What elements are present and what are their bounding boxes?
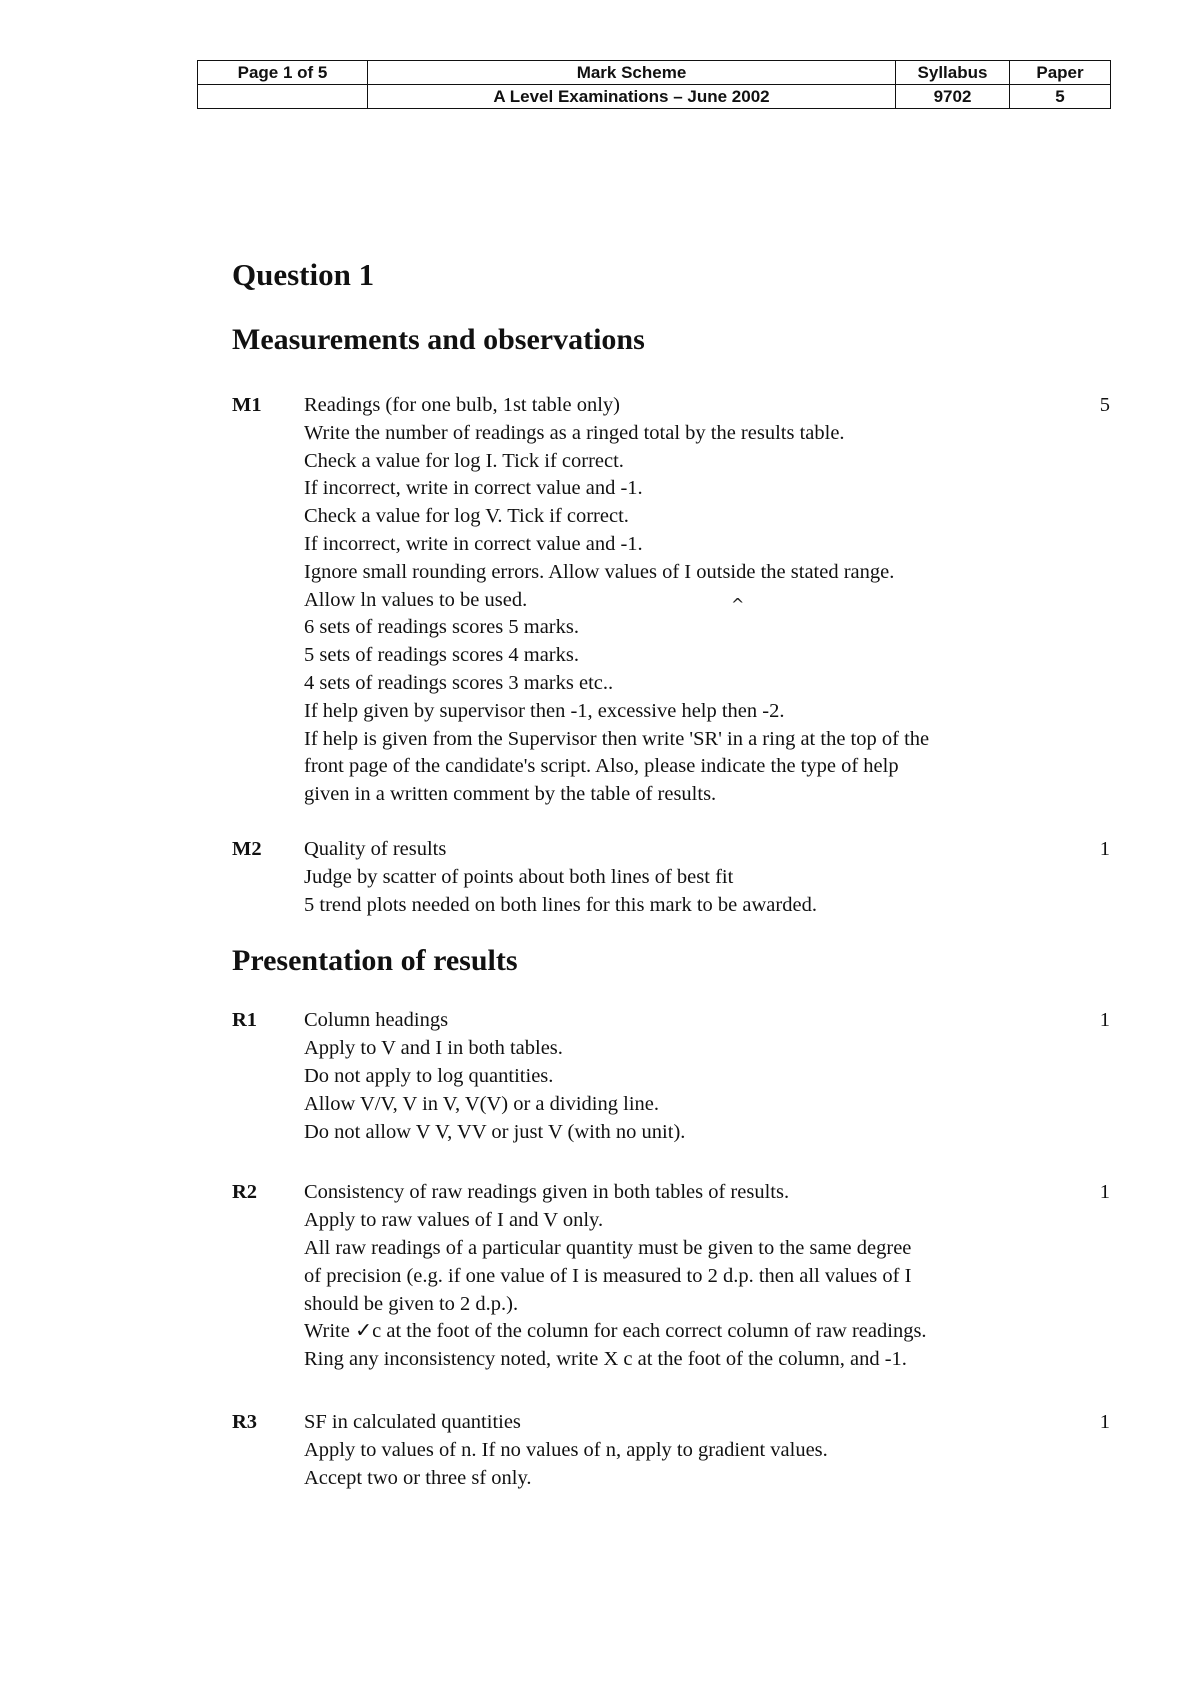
criterion-text [304,1007,1064,1146]
criterion-line: Allow ln values to be used. [304,588,528,611]
syllabus-label: Syllabus [896,61,1010,85]
criterion-line: SF in calculated quantities [304,1410,521,1433]
criterion-marks: 5 [1099,394,1110,416]
section-title-presentation: Presentation of results [232,944,518,978]
criterion-line: If incorrect, write in correct value and -1. [304,477,643,500]
criterion-line: Check a value for log V. Tick if correct. [304,505,629,528]
criterion-line: Do not apply to log quantities. [304,1064,554,1087]
criterion-line: 4 sets of readings scores 3 marks etc.. [304,671,614,694]
criterion-marks: 1 [1099,1009,1110,1032]
criterion-line: Write the number of readings as a ringed total by the results table. [304,421,845,444]
criterion-line: Do not allow V V, VV or just V (with no unit). [304,1120,686,1143]
page-number: Page 1 of 5 [198,61,368,85]
criterion-line: given in a written comment by the table of results. [304,783,717,806]
criterion-line: should be given to 2 d.p.). [304,1292,519,1315]
criterion-text [304,836,1064,919]
criterion-line: Check a value for log I. Tick if correct. [304,449,624,472]
criterion-line: If help is given from the Supervisor then write 'SR' in a ring at the top of the [304,727,930,750]
criterion-text [304,392,1064,809]
criterion-line: of precision (e.g. if one value of I is measured to 2 d.p. then all values of I [304,1264,912,1287]
criterion-code: R2 [232,1181,258,1204]
tick-mark-icon: ^ [731,595,745,614]
paper-number: 5 [1010,85,1111,109]
criterion-line: 6 sets of readings scores 5 marks. [304,616,579,639]
criterion-line: Ring any inconsistency noted, write X c at the foot of the column, and -1. [304,1348,907,1371]
criterion-line: If help given by supervisor then -1, excessive help then -2. [304,699,785,722]
document-title: Mark Scheme [368,61,896,85]
criterion-m2 [232,836,1112,919]
criterion-line: All raw readings of a particular quantity must be given to the same degree [304,1236,912,1259]
criterion-r2 [232,1179,1112,1374]
criterion-line: Readings (for one bulb, 1st table only) [304,394,620,416]
section-title-measurements: Measurements and observations [232,323,645,356]
criterion-line: Apply to raw values of I and V only. [304,1209,604,1232]
criterion-line: 5 sets of readings scores 4 marks. [304,644,579,667]
criterion-line: front page of the candidate's script. Also, please indicate the type of help [304,755,899,778]
criterion-marks: 1 [1099,1410,1110,1433]
criterion-text [304,1409,1064,1492]
criterion-r3 [232,1409,1112,1492]
header-empty-cell [198,85,368,109]
criterion-code: R1 [232,1009,258,1032]
mark-scheme-body [232,255,1112,1492]
criterion-line: Column headings [304,1009,449,1032]
criterion-line: Ignore small rounding errors. Allow values of I outside the stated range. [304,560,895,583]
criterion-line: 5 trend plots needed on both lines for this mark to be awarded. [304,893,817,916]
criterion-code: R3 [232,1410,258,1433]
criterion-line: Apply to values of n. If no values of n, apply to gradient values. [304,1438,828,1461]
criterion-line: Accept two or three sf only. [304,1466,532,1489]
criterion-line: Consistency of raw readings given in both tables of results. [304,1181,790,1204]
criterion-marks: 1 [1099,1181,1110,1204]
criterion-line: Apply to V and I in both tables. [304,1037,563,1060]
criterion-line: Write ✓c at the foot of the column for each correct column of raw readings. [304,1320,927,1343]
criterion-text [304,1179,1064,1374]
criterion-line: Quality of results [304,837,447,860]
criterion-r1 [232,1007,1112,1146]
criterion-marks: 1 [1099,837,1110,860]
criterion-code: M1 [232,394,262,416]
criterion-line: Judge by scatter of points about both lines of best fit [304,865,734,888]
question-title: Question 1 [232,257,375,292]
criterion-code: M2 [232,837,262,860]
syllabus-code: 9702 [896,85,1010,109]
document-subtitle: A Level Examinations – June 2002 [368,85,896,109]
criterion-line: If incorrect, write in correct value and -1. [304,532,643,555]
paper-label: Paper [1010,61,1111,85]
criterion-line: Allow V/V, V in V, V(V) or a dividing line. [304,1092,659,1115]
criterion-m1 [232,392,1112,809]
header-table [197,60,1111,109]
